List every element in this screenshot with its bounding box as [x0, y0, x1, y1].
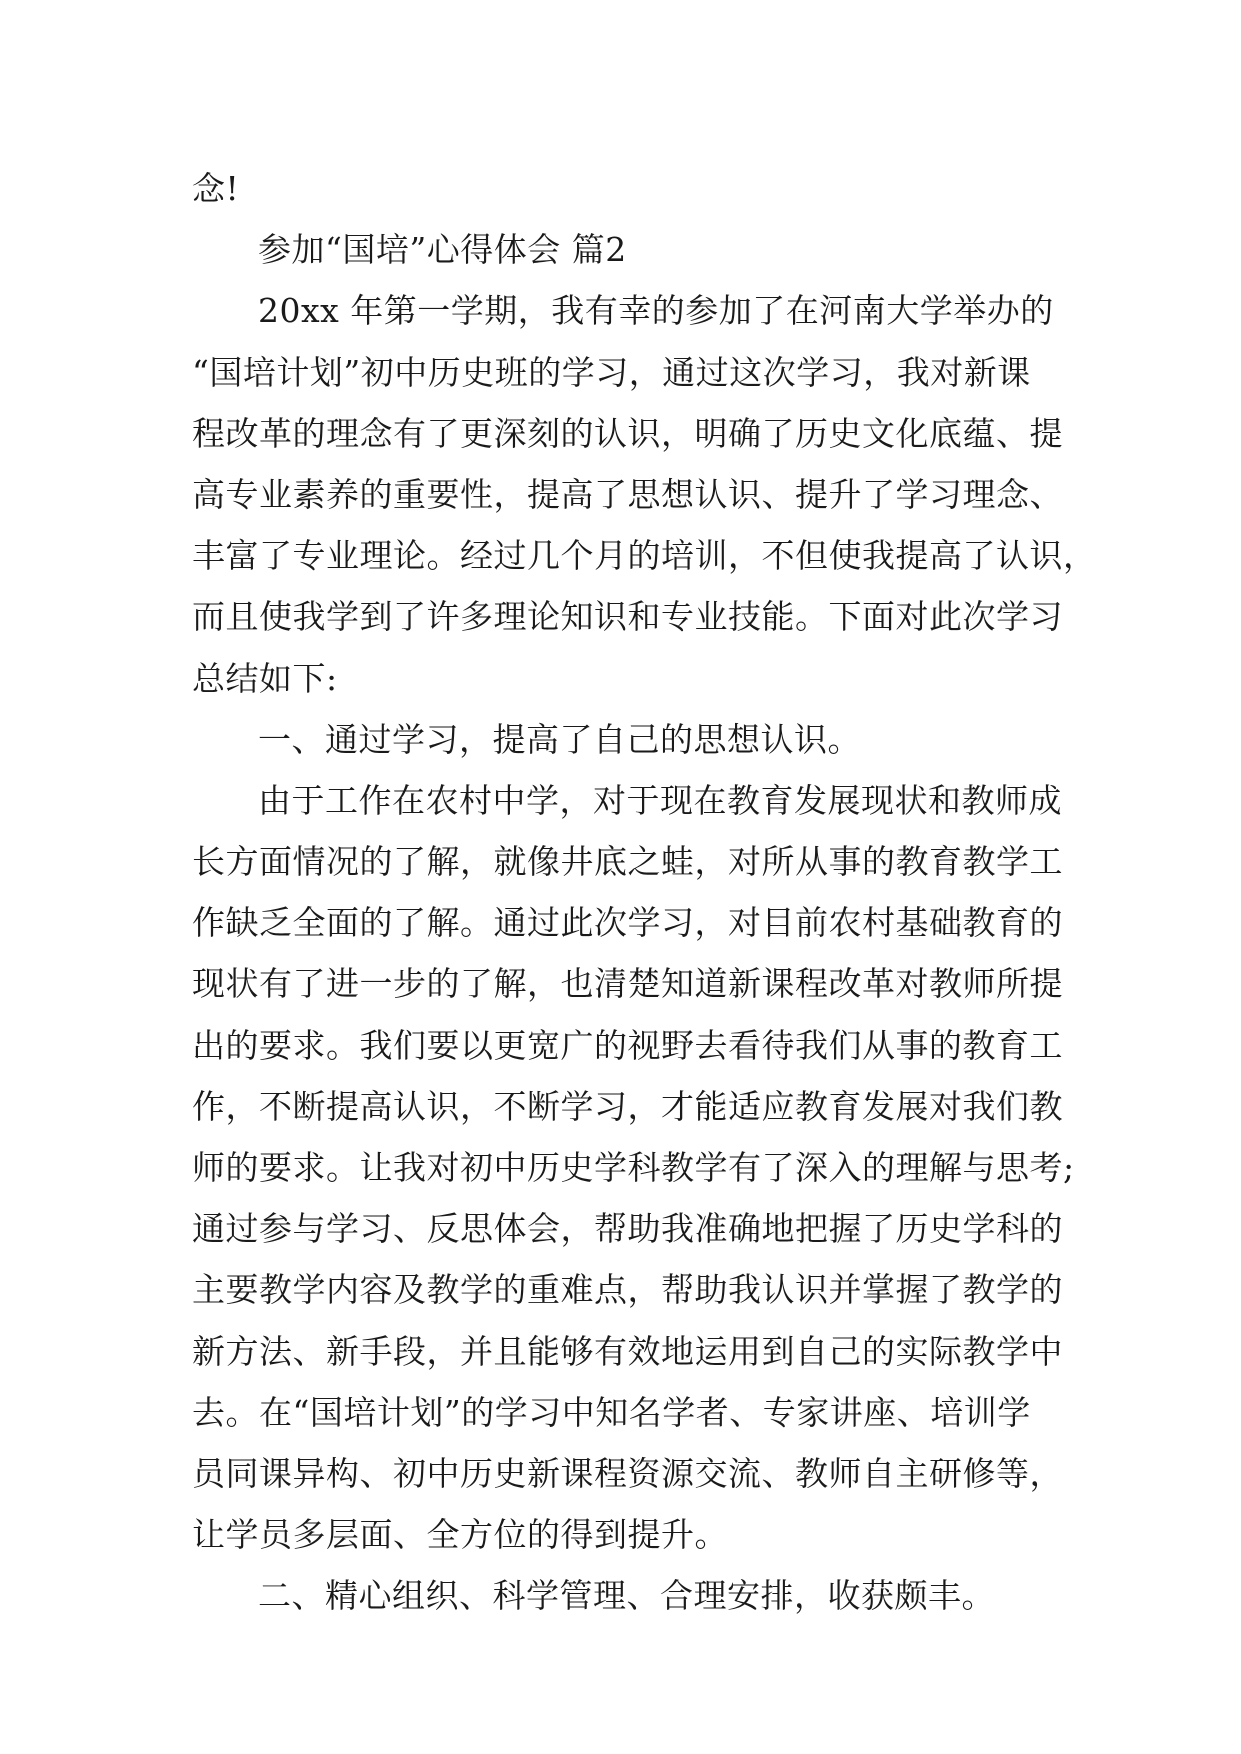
text-line: 作缺乏全面的了解。通过此次学习，对目前农村基础教育的 — [192, 903, 1063, 943]
text-line: 念! — [192, 169, 240, 208]
text-line: 出的要求。我们要以更宽广的视野去看待我们从事的教育工 — [192, 1025, 1063, 1065]
subsection-heading: 二、精心组织、科学管理、合理安排，收获颇丰。 — [258, 1576, 995, 1616]
text-line: 总结如下: — [192, 658, 338, 698]
text-line: 而且使我学到了许多理论知识和专业技能。下面对此次学习 — [192, 597, 1063, 637]
text-line: 让学员多层面、全方位的得到提升。 — [192, 1515, 728, 1555]
text-line: 员同课异构、初中历史新课程资源交流、教师自主研修等， — [192, 1453, 1063, 1493]
text-line: 作，不断提高认识，不断学习，才能适应教育发展对我们教 — [192, 1086, 1063, 1126]
document-body — [192, 158, 1097, 1627]
section-heading: 参加“国培”心得体会 篇2 — [258, 230, 627, 270]
text-line: 主要教学内容及教学的重难点，帮助我认识并掌握了教学的 — [192, 1270, 1063, 1310]
text-line: 去。在“国培计划”的学习中知名学者、专家讲座、培训学 — [192, 1392, 1031, 1432]
text-line: 丰富了专业理论。经过几个月的培训，不但使我提高了认识， — [192, 536, 1097, 576]
subsection-heading: 一、通过学习，提高了自己的思想认识。 — [258, 719, 861, 759]
text-line: 20xx 年第一学期，我有幸的参加了在河南大学举办的 — [258, 291, 1054, 331]
text-line: 长方面情况的了解，就像井底之蛙，对所从事的教育教学工 — [192, 842, 1063, 882]
text-line: 现状有了进一步的了解，也清楚知道新课程改革对教师所提 — [192, 964, 1063, 1004]
text-line: 新方法、新手段，并且能够有效地运用到自己的实际教学中 — [192, 1331, 1063, 1371]
text-line: 由于工作在农村中学，对于现在教育发展现状和教师成 — [258, 780, 1062, 820]
text-line: 高专业素养的重要性，提高了思想认识、提升了学习理念、 — [192, 474, 1063, 514]
text-line: 程改革的理念有了更深刻的认识，明确了历史文化底蕴、提 — [192, 413, 1063, 453]
text-line: 通过参与学习、反思体会，帮助我准确地把握了历史学科的 — [192, 1209, 1063, 1249]
text-line: 师的要求。让我对初中历史学科教学有了深入的理解与思考; — [192, 1148, 1075, 1187]
text-line: “国培计划”初中历史班的学习，通过这次学习，我对新课 — [192, 352, 1031, 392]
